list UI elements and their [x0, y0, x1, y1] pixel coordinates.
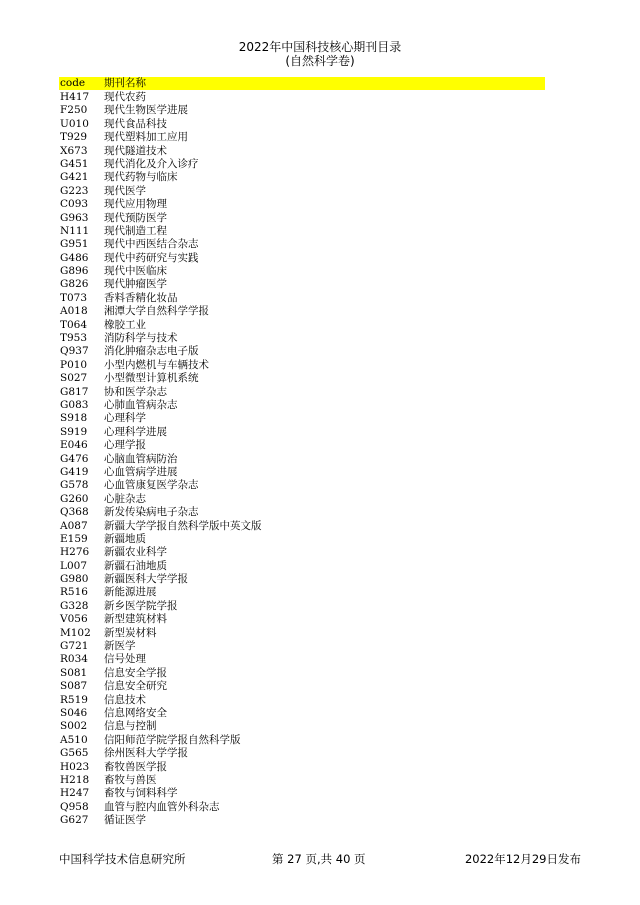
journal-name: 信息安全研究	[104, 680, 167, 693]
journal-code: S918	[60, 412, 88, 425]
journal-code: P010	[60, 358, 88, 371]
journal-name: 消防科学与技术	[104, 332, 178, 345]
header-code: code	[60, 77, 86, 89]
journal-code: R516	[60, 586, 88, 599]
table-row	[59, 345, 545, 358]
table-row	[59, 278, 545, 291]
journal-code: G817	[60, 385, 89, 398]
journal-name: 心肺血管病杂志	[104, 398, 178, 411]
journal-code: X673	[60, 144, 88, 157]
footer-publisher: 中国科学技术信息研究所	[59, 852, 186, 866]
table-row	[59, 252, 545, 265]
journal-name: 新疆石油地质	[104, 559, 167, 572]
table-row	[59, 386, 545, 399]
table-row	[59, 185, 545, 198]
table-row	[59, 332, 545, 345]
journal-code: G419	[60, 465, 89, 478]
table-row	[59, 747, 545, 760]
journal-name: 现代中医临床	[104, 265, 167, 278]
table-row	[59, 158, 545, 171]
journal-code: T073	[60, 291, 88, 304]
journal-name: 新型炭材料	[104, 626, 157, 639]
journal-name: 新乡医学院学报	[104, 599, 178, 612]
table-row	[59, 453, 545, 466]
journal-name: 小型微型计算机系统	[104, 372, 199, 385]
journal-name: 消化肿瘤杂志电子版	[104, 345, 199, 358]
journal-code: G328	[60, 599, 89, 612]
journal-name: 现代消化及介入诊疗	[104, 157, 199, 170]
table-row	[59, 814, 545, 827]
journal-code: L007	[60, 559, 88, 572]
journal-code: G578	[60, 479, 89, 492]
journal-name: 信息安全学报	[104, 666, 167, 679]
table-row	[59, 787, 545, 800]
journal-code: S087	[60, 680, 88, 693]
journal-code: S002	[60, 720, 88, 733]
journal-code: G963	[60, 211, 89, 224]
journal-name: 现代预防医学	[104, 211, 167, 224]
table-row	[59, 171, 545, 184]
table-row	[59, 412, 545, 425]
journal-name: 新型建筑材料	[104, 613, 167, 626]
table-row	[59, 680, 545, 693]
table-header	[59, 77, 545, 90]
journal-name: 心理科学	[104, 412, 146, 425]
journal-code: G451	[60, 157, 89, 170]
table-row	[59, 479, 545, 492]
journal-code: G627	[60, 814, 89, 827]
table-row	[59, 627, 545, 640]
journal-name: 小型内燃机与车辆技术	[104, 358, 209, 371]
table-row	[59, 667, 545, 680]
table-row	[59, 118, 545, 131]
table-row	[59, 774, 545, 787]
journal-name: 心理科学进展	[104, 425, 167, 438]
journal-name: 新能源进展	[104, 586, 157, 599]
journal-code: F250	[60, 104, 88, 117]
journal-name: 新发传染病电子杂志	[104, 506, 199, 519]
journal-code: R034	[60, 653, 88, 666]
journal-code: S027	[60, 372, 88, 385]
journal-code: H218	[60, 773, 90, 786]
journal-code: V056	[60, 613, 88, 626]
journal-name: 现代制造工程	[104, 224, 167, 237]
journal-code: U010	[60, 117, 89, 130]
journal-code: G260	[60, 492, 89, 505]
journal-code: T953	[60, 332, 88, 345]
journal-code: E159	[60, 532, 88, 545]
table-row	[59, 761, 545, 774]
journal-code: G951	[60, 238, 89, 251]
journal-code: H417	[60, 91, 90, 103]
table-row	[59, 145, 545, 158]
journal-name: 新疆大学学报自然科学版中英文版	[104, 519, 262, 532]
journal-name: 现代隧道技术	[104, 144, 167, 157]
table-row	[59, 653, 545, 666]
table-row	[59, 560, 545, 573]
table-row	[59, 399, 545, 412]
journal-code: G223	[60, 184, 89, 197]
table-row	[59, 426, 545, 439]
journal-name: 现代塑料加工应用	[104, 131, 188, 144]
journal-code: H247	[60, 787, 90, 800]
journal-code: G721	[60, 640, 89, 653]
table-row	[59, 801, 545, 814]
table-row	[59, 613, 545, 626]
journal-name: 新疆地质	[104, 532, 146, 545]
journal-code: G421	[60, 171, 89, 184]
journal-code: C093	[60, 198, 89, 211]
table-row	[59, 533, 545, 546]
page-title: 2022年中国科技核心期刊目录	[238, 40, 402, 54]
journal-name: 香料香精化妆品	[104, 291, 178, 304]
table-row	[59, 707, 545, 720]
journal-code: A087	[60, 519, 88, 532]
journal-name: 现代中药研究与实践	[104, 251, 199, 264]
table-row	[59, 694, 545, 707]
journal-name: 现代农药	[104, 91, 146, 103]
header-name: 期刊名称	[104, 77, 146, 89]
journal-name: 橡胶工业	[104, 318, 146, 331]
journal-code: S046	[60, 706, 88, 719]
journal-code: Q937	[60, 345, 89, 358]
journal-name: 现代应用物理	[104, 198, 167, 211]
journal-name: 循证医学	[104, 814, 146, 827]
journal-code: S081	[60, 666, 88, 679]
table-row	[59, 225, 545, 238]
journal-name: 现代药物与临床	[104, 171, 178, 184]
journal-name: 现代中西医结合杂志	[104, 238, 199, 251]
journal-name: 湘潭大学自然科学学报	[104, 305, 209, 318]
table-row	[59, 238, 545, 251]
table-row	[59, 734, 545, 747]
table-row	[59, 131, 545, 144]
journal-name: 新疆医科大学学报	[104, 573, 188, 586]
journal-name: 信阳师范学院学报自然科学版	[104, 733, 241, 746]
journal-code: T064	[60, 318, 88, 331]
journal-code: A510	[60, 733, 88, 746]
table-row	[59, 372, 545, 385]
journal-code: G476	[60, 452, 89, 465]
journal-name: 畜牧与饲料科学	[104, 787, 178, 800]
table-row	[59, 319, 545, 332]
journal-code: N111	[60, 224, 90, 237]
page-subtitle: (自然科学卷)	[285, 54, 355, 68]
journal-code: G980	[60, 573, 89, 586]
journal-code: S919	[60, 425, 88, 438]
journal-name: 信息技术	[104, 693, 146, 706]
table-row	[59, 439, 545, 452]
journal-name: 现代肿瘤医学	[104, 278, 167, 291]
journal-code: G565	[60, 747, 89, 760]
journal-code: G486	[60, 251, 89, 264]
journal-code: H023	[60, 760, 90, 773]
table-row	[59, 292, 545, 305]
journal-code: E046	[60, 439, 88, 452]
journal-name: 信息网络安全	[104, 706, 167, 719]
table-row	[59, 212, 545, 225]
footer-page-number: 第 27 页,共 40 页	[272, 852, 366, 866]
table-row	[59, 586, 545, 599]
journal-name: 心血管康复医学杂志	[104, 479, 199, 492]
journal-name: 畜牧与兽医	[104, 773, 157, 786]
table-row	[59, 520, 545, 533]
journal-name: 现代食品科技	[104, 117, 167, 130]
journal-code: G826	[60, 278, 89, 291]
journal-name: 协和医学杂志	[104, 385, 167, 398]
table-row	[59, 265, 545, 278]
table-row	[59, 640, 545, 653]
table-row	[59, 359, 545, 372]
table-row	[59, 720, 545, 733]
journal-list	[59, 91, 545, 827]
journal-name: 血管与腔内血管外科杂志	[104, 800, 220, 813]
journal-name: 心脏杂志	[104, 492, 146, 505]
journal-code: Q958	[60, 800, 89, 813]
table-row	[59, 546, 545, 559]
table-row	[59, 198, 545, 211]
journal-name: 现代生物医学进展	[104, 104, 188, 117]
journal-code: T929	[60, 131, 88, 144]
journal-name: 徐州医科大学学报	[104, 747, 188, 760]
table-row	[59, 600, 545, 613]
journal-code: H276	[60, 546, 90, 559]
journal-code: M102	[60, 626, 91, 639]
journal-code: Q368	[60, 506, 89, 519]
journal-name: 信号处理	[104, 653, 146, 666]
table-row	[59, 493, 545, 506]
table-row	[59, 104, 545, 117]
journal-code: A018	[60, 305, 88, 318]
journal-code: G896	[60, 265, 89, 278]
table-row	[59, 466, 545, 479]
journal-name: 心脑血管病防治	[104, 452, 178, 465]
table-row	[59, 573, 545, 586]
journal-name: 心血管病学进展	[104, 465, 178, 478]
journal-code: G083	[60, 398, 89, 411]
footer-date: 2022年12月29日发布	[464, 852, 581, 866]
journal-name: 信息与控制	[104, 720, 157, 733]
journal-name: 心理学报	[104, 439, 146, 452]
table-row	[59, 506, 545, 519]
journal-code: R519	[60, 693, 88, 706]
journal-name: 新医学	[104, 640, 136, 653]
table-row	[59, 91, 545, 104]
journal-name: 现代医学	[104, 184, 146, 197]
journal-name: 畜牧兽医学报	[104, 760, 167, 773]
journal-name: 新疆农业科学	[104, 546, 167, 559]
table-row	[59, 305, 545, 318]
